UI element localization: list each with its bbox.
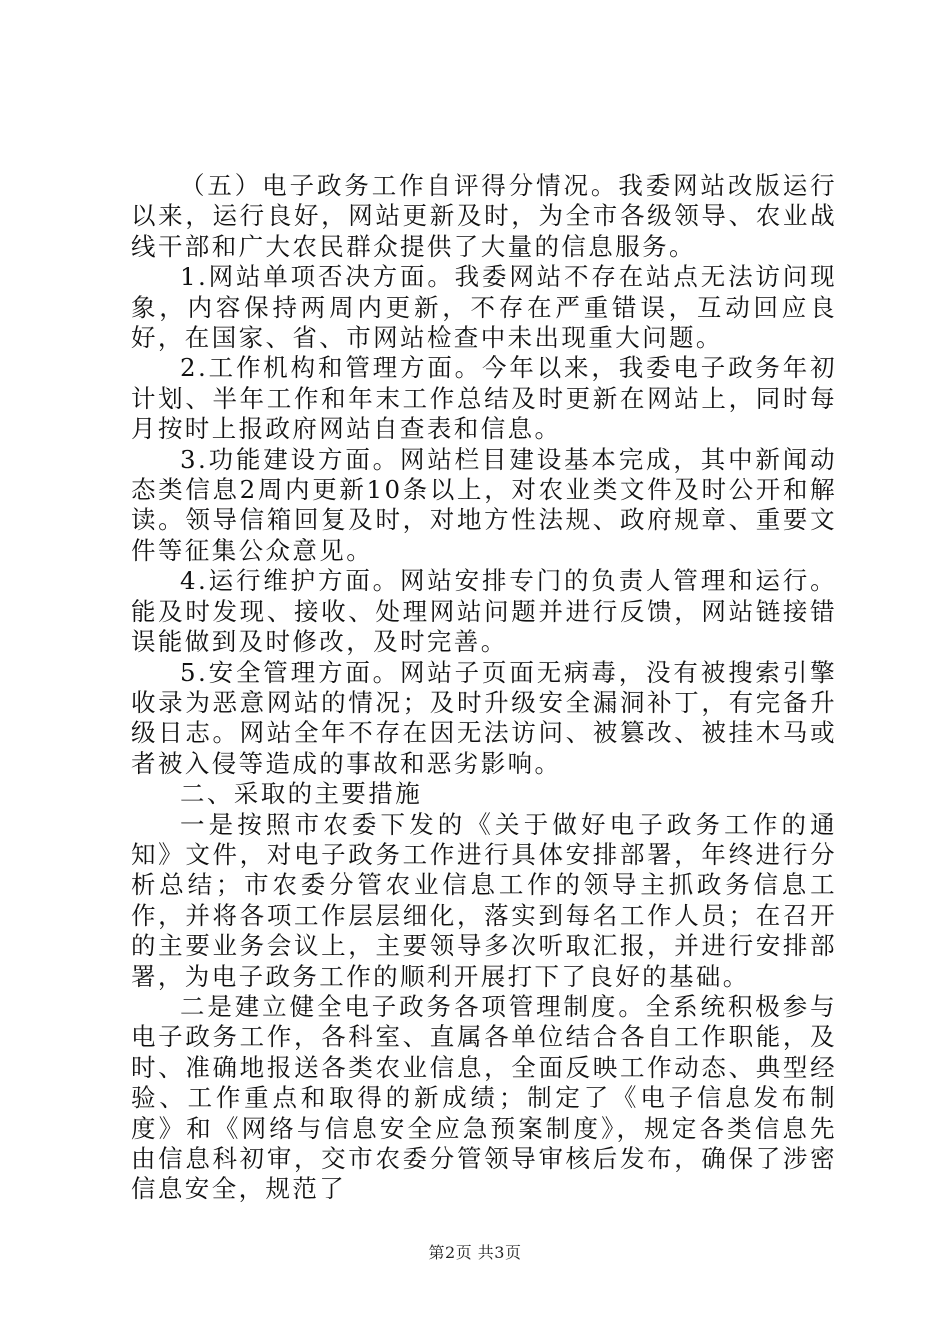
document-body [131, 171, 837, 1205]
paragraph-measure-two: 二是建立健全电子政务各项管理制度。全系统积极参与电子政务工作，各科室、直属各单位结合各自工作职能，及时、准确地报送各类农业信息，全面反映工作动态、典型经验、工作重点和取得的新成绩；制定了《电子信息发布制度》和《网络与信息安全应急预案制度》，规定各类信息先由信息科初审，交市农委分管领导审核后发布，确保了涉密信息安全，规范了 [131, 991, 837, 1204]
paragraph-organization: 2.工作机构和管理方面。今年以来，我委电子政务年初计划、半年工作和年末工作总结及时更新在网站上，同时每月按时上报政府网站自查表和信息。 [131, 353, 837, 444]
section-heading-measures: 二、采取的主要措施 [180, 779, 423, 809]
page-footer: 第2页 共3页 [428, 1243, 522, 1262]
paragraph-security: 5.安全管理方面。网站子页面无病毒，没有被搜索引擎收录为恶意网站的情况；及时升级安全漏洞补丁，有完备升级日志。网站全年不存在因无法访问、被篡改、被挂木马或者被入侵等造成的事故和恶劣影响。 [131, 657, 837, 778]
paragraph-maintenance: 4.运行维护方面。网站安排专门的负责人管理和运行。能及时发现、接收、处理网站问题并进行反馈，网站链接错误能做到及时修改，及时完善。 [131, 566, 837, 657]
paragraph-self-evaluation: （五）电子政务工作自评得分情况。我委网站改版运行以来，运行良好，网站更新及时，为全市各级领导、农业战线干部和广大农民群众提供了大量的信息服务。 [131, 171, 837, 261]
paragraph-veto-items: 1.网站单项否决方面。我委网站不存在站点无法访问现象，内容保持两周内更新，不存在严重错误，互动回应良好，在国家、省、市网站检查中未出现重大问题。 [131, 262, 837, 353]
paragraph-function-building: 3.功能建设方面。网站栏目建设基本完成，其中新闻动态类信息2周内更新10条以上，对农业类文件及时公开和解读。领导信箱回复及时，对地方性法规、政府规章、重要文件等征集公众意见。 [131, 444, 837, 565]
paragraph-measure-one: 一是按照市农委下发的《关于做好电子政务工作的通知》文件，对电子政务工作进行具体安排部署，年终进行分析总结；市农委分管农业信息工作的领导主抓政务信息工作，并将各项工作层层细化，落实到每名工作人员；在召开的主要业务会议上，主要领导多次听取汇报，并进行安排部署，为电子政务工作的顺利开展打下了良好的基础。 [131, 809, 837, 991]
